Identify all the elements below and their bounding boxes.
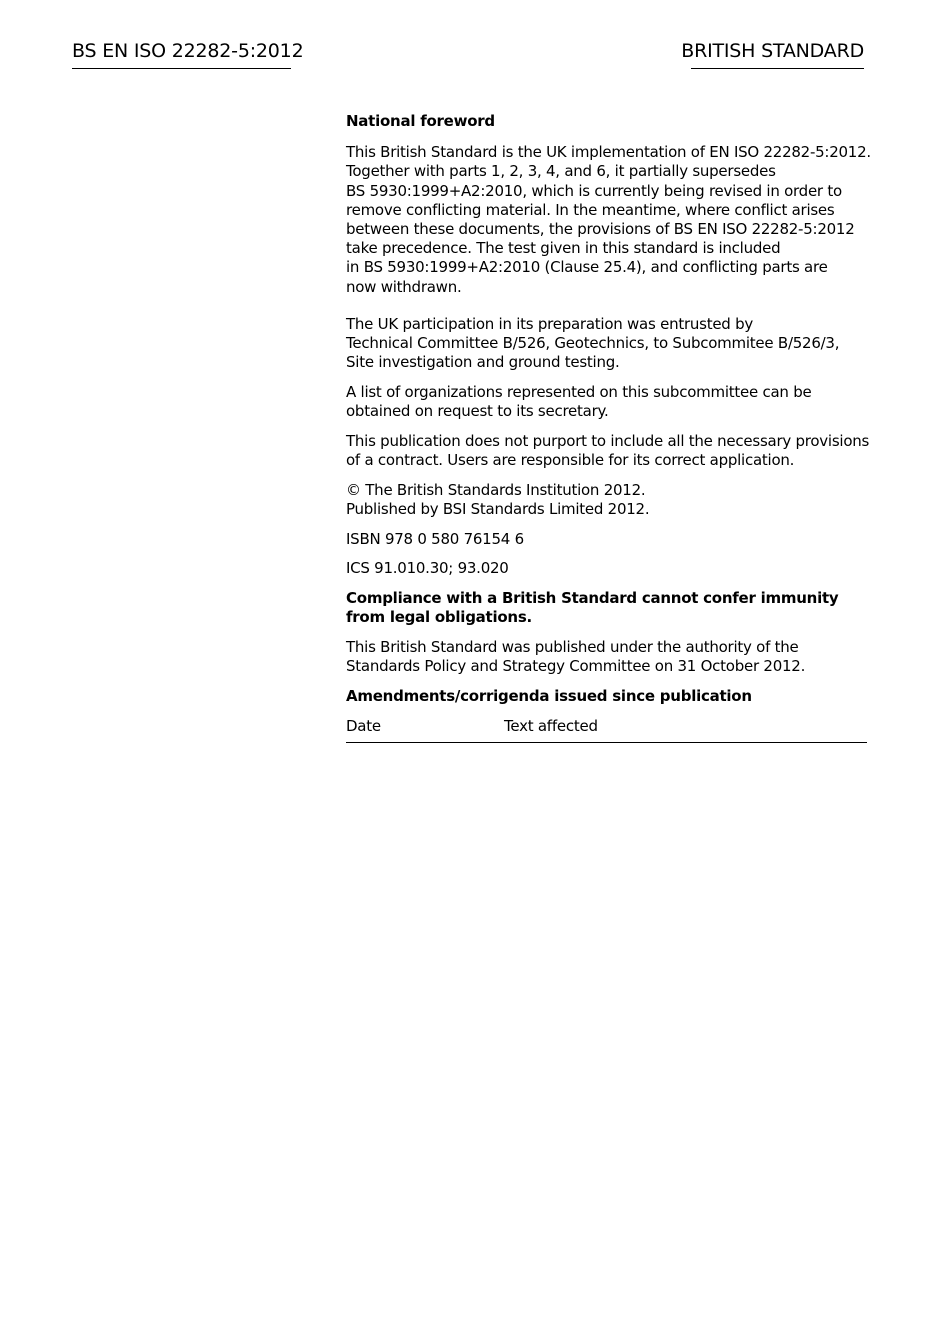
header-document-number: BS EN ISO 22282-5:2012 — [72, 40, 304, 62]
ics-code: ICS 91.010.30; 93.020 — [346, 559, 509, 578]
authority-statement: This British Standard was published under the authority of the Standards Policy and Strategy Committee on 31 October 2012. — [346, 637, 806, 676]
foreword-participation-paragraph: The UK participation in its preparation was entrusted by Technical Committee B/526, Geotechnics, to Subcommitee B/526/3, Site investigation and ground testing. — [346, 314, 840, 372]
foreword-heading: National foreword — [346, 112, 495, 130]
isbn-number: ISBN 978 0 580 76154 6 — [346, 529, 524, 548]
foreword-provisions-paragraph: This publication does not purport to include all the necessary provisions of a contract. Users are responsible for its correct application. — [346, 431, 870, 470]
amendments-table — [346, 717, 867, 743]
foreword-organizations-paragraph: A list of organizations represented on this subcommittee can be obtained on request to its secretary. — [346, 382, 812, 421]
national-foreword — [346, 112, 886, 743]
compliance-statement: Compliance with a British Standard cannot confer immunity from legal obligations. — [346, 589, 839, 627]
amendments-heading: Amendments/corrigenda issued since publication — [346, 686, 752, 705]
amendments-column-text-affected: Text affected — [504, 716, 598, 735]
copyright-notice: © The British Standards Institution 2012. Published by BSI Standards Limited 2012. — [346, 480, 650, 518]
header-standard-type: BRITISH STANDARD — [681, 40, 864, 62]
header-rule-left — [72, 68, 291, 69]
header-rule-right — [691, 68, 864, 69]
foreword-implementation-paragraph: This British Standard is the UK implementation of EN ISO 22282-5:2012. Together with parts 1, 2, 3, 4, and 6, it partially supersedes BS 5930:1999+A2:2010, which is currently being revised in order to remove conflicting material. In the meantime, where conflict arises between these documents, the provisions of BS EN ISO 22282-5:2012 take precedence. The test given in this standard is included in BS 5930:1999+A2:2010 (Clause 25.4), and conflicting parts are now withdrawn. — [346, 143, 871, 296]
amendments-column-date: Date — [346, 716, 381, 735]
